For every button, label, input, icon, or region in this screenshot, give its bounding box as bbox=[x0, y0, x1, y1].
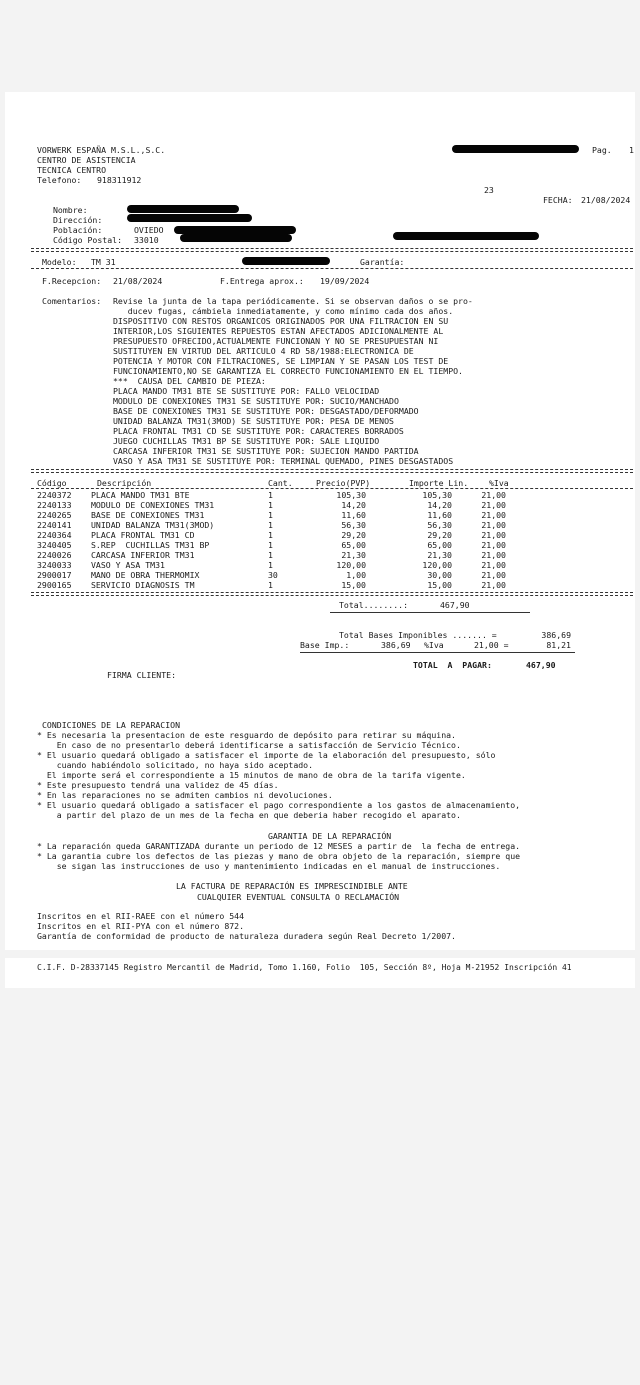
reception-label: F.Recepcion: bbox=[42, 276, 102, 286]
cell-price: 56,30 bbox=[341, 520, 366, 530]
registry-line: Inscritos en el RII-RAEE con el número 544 bbox=[37, 911, 245, 921]
registry-block bbox=[37, 911, 456, 941]
postal-code-label: Código Postal: bbox=[53, 235, 123, 245]
cell-vat: 21,00 bbox=[481, 570, 506, 580]
redaction bbox=[393, 232, 539, 240]
redaction bbox=[174, 226, 296, 234]
cell-quantity: 1 bbox=[268, 580, 273, 590]
comment-line: CARCASA INFERIOR TM31 SE SUSTITUYE POR: SUJECION MANDO PARTIDA bbox=[113, 446, 419, 456]
table-header bbox=[0, 478, 640, 488]
cell-description: PLACA FRONTAL TM31 CD bbox=[91, 530, 195, 540]
table-row bbox=[0, 520, 640, 530]
invoice-note-line: LA FACTURA DE REPARACIÓN ES IMPRESCINDIBLE ANTE bbox=[176, 881, 408, 891]
condition-line: * En las reparaciones no se admiten cambios ni devoluciones. bbox=[37, 790, 333, 800]
cell-quantity: 1 bbox=[268, 560, 273, 570]
vat-amount: 81,21 bbox=[546, 640, 571, 650]
table-row bbox=[0, 560, 640, 570]
cell-quantity: 1 bbox=[268, 520, 273, 530]
customer-name-label: Nombre: bbox=[53, 205, 88, 215]
cell-price: 120,00 bbox=[336, 560, 366, 570]
cell-price: 15,00 bbox=[341, 580, 366, 590]
cell-quantity: 1 bbox=[268, 550, 273, 560]
center-type: TECNICA CENTRO bbox=[37, 165, 107, 175]
signature-label: FIRMA CLIENTE: bbox=[107, 670, 177, 680]
table-row bbox=[0, 510, 640, 520]
condition-line: * Es necesaria la presentacion de este resguardo de depósito para retirar su máquina. bbox=[37, 730, 456, 740]
phone-value: 918311912 bbox=[97, 175, 142, 185]
total-to-pay-label: TOTAL A PAGAR: bbox=[413, 660, 492, 670]
cell-vat: 21,00 bbox=[481, 560, 506, 570]
table-row bbox=[0, 570, 640, 580]
cell-description: UNIDAD BALANZA TM31(3MOD) bbox=[91, 520, 215, 530]
cell-vat: 21,00 bbox=[481, 540, 506, 550]
cell-price: 105,30 bbox=[336, 490, 366, 500]
page-number: 1 bbox=[629, 145, 634, 155]
cell-code: 2240026 bbox=[37, 550, 72, 560]
total-value: 467,90 bbox=[440, 600, 470, 610]
divider bbox=[31, 595, 633, 596]
delivery-date: 19/09/2024 bbox=[320, 276, 370, 286]
comment-line: duceν fugas, cámbiela inmediatamente, y como mínimo cada dos años. bbox=[113, 306, 454, 316]
comments-block bbox=[113, 296, 473, 466]
total-label: Total........: bbox=[339, 600, 409, 610]
comment-line: MODULO DE CONEXIONES TM31 SE SUSTITUYE POR: SUCIO/MANCHADO bbox=[113, 396, 399, 406]
cell-price: 21,30 bbox=[341, 550, 366, 560]
cell-price: 14,20 bbox=[341, 500, 366, 510]
registry-line: Inscritos en el RII-PYA con el número 872. bbox=[37, 921, 245, 931]
delivery-label: F.Entrega aprox.: bbox=[220, 276, 304, 286]
redaction bbox=[127, 214, 252, 222]
vat-label: %Iva bbox=[424, 640, 444, 650]
cell-description: MODULO DE CONEXIONES TM31 bbox=[91, 500, 215, 510]
document-number: 23 bbox=[484, 185, 494, 195]
table-row bbox=[0, 540, 640, 550]
redaction bbox=[127, 205, 239, 213]
date-label: FECHA: bbox=[543, 195, 573, 205]
cell-code: 2240265 bbox=[37, 510, 72, 520]
divider bbox=[31, 268, 633, 269]
cell-quantity: 30 bbox=[268, 570, 278, 580]
company-name: VORWERK ESPAÑA M.S.L.,S.C. bbox=[37, 145, 166, 155]
divider bbox=[300, 652, 575, 653]
divider bbox=[31, 469, 633, 470]
warranty-line: * La garantia cubre los defectos de las piezas y mano de obra objeto de la reparación, siempre que bbox=[37, 851, 521, 861]
comment-line: INTERIOR,LOS SIGUIENTES REPUESTOS ESTAN AFECTADOS ADICIONALMENTE AL bbox=[113, 326, 444, 336]
postal-code: 33010 bbox=[134, 235, 159, 245]
base-imp-value: 386,69 bbox=[381, 640, 411, 650]
comment-line: FUNCIONAMIENTO,NO SE GARANTIZA EL CORRECTO FUNCIONAMIENTO EN EL TIEMPO. bbox=[113, 366, 463, 376]
col-header-quantity: Cant. bbox=[268, 478, 293, 488]
cell-description: CARCASA INFERIOR TM31 bbox=[91, 550, 195, 560]
bases-value: 386,69 bbox=[541, 630, 571, 640]
comment-line: *** CAUSA DEL CAMBIO DE PIEZA: bbox=[113, 376, 266, 386]
center-name: CENTRO DE ASISTENCIA bbox=[37, 155, 136, 165]
comment-line: VASO Y ASA TM31 SE SUSTITUYE POR: TERMINAL QUEMADO, PINES DESGASTADOS bbox=[113, 456, 454, 466]
conditions-block bbox=[37, 730, 520, 820]
warranty-line: se sigan las instrucciones de uso y mantenimiento indicadas en el manual de instrucciones. bbox=[37, 861, 501, 871]
cell-quantity: 1 bbox=[268, 490, 273, 500]
comment-line: DISPOSITIVO CON RESTOS ORGANICOS ORIGINADOS POR UNA FILTRACION EN SU bbox=[113, 316, 449, 326]
cell-description: VASO Y ASA TM31 bbox=[91, 560, 165, 570]
warranty-block bbox=[37, 841, 520, 871]
comment-line: PRESUPUESTO OFRECIDO,ACTUALMENTE FUNCIONAN Y NO SE PRESUPUESTAN NI bbox=[113, 336, 439, 346]
customer-address-label: Dirección: bbox=[53, 215, 103, 225]
invoice-note-line: CUALQUIER EVENTUAL CONSULTA O RECLAMACIÓN bbox=[197, 892, 400, 902]
cell-description: SERVICIO DIAGNOSIS TM bbox=[91, 580, 195, 590]
col-header-price: Precio(PVP) bbox=[316, 478, 371, 488]
phone-label: Telefono: bbox=[37, 175, 82, 185]
comment-line: JUEGO CUCHILLAS TM31 BP SE SUSTITUYE POR: SALE LIQUIDO bbox=[113, 436, 380, 446]
cell-price: 1,00 bbox=[346, 570, 366, 580]
page-label: Pag. bbox=[592, 145, 612, 155]
divider bbox=[31, 592, 633, 593]
cell-vat: 21,00 bbox=[481, 500, 506, 510]
cell-line-amount: 120,00 bbox=[422, 560, 452, 570]
model-label: Modelo: bbox=[42, 257, 77, 267]
cell-vat: 21,00 bbox=[481, 510, 506, 520]
cell-line-amount: 11,60 bbox=[427, 510, 452, 520]
bases-label: Total Bases Imponibles ....... = bbox=[339, 630, 497, 640]
comment-line: POTENCIA Y MOTOR CON FILTRACIONES, SE LIMPIAN Y SE PASAN LOS TEST DE bbox=[113, 356, 449, 366]
divider bbox=[31, 488, 633, 489]
comment-line: Revise la junta de la tapa periódicamente. Si se observan daños o se pro- bbox=[113, 296, 473, 306]
customer-town: OVIEDO bbox=[134, 225, 164, 235]
cell-line-amount: 14,20 bbox=[427, 500, 452, 510]
condition-line: * Este presupuesto tendrá una validez de 45 días. bbox=[37, 780, 279, 790]
cell-vat: 21,00 bbox=[481, 580, 506, 590]
condition-line: El importe será el correspondiente a 15 minutos de mano de obra de la tarifa vigente. bbox=[37, 770, 466, 780]
company-registry-footer: C.I.F. D-28337145 Registro Mercantil de Madrid, Tomo 1.160, Folio 105, Sección 8º, Hoja M-21952 Inscripción 41 bbox=[37, 963, 572, 972]
comment-line: PLACA MANDO TM31 BTE SE SUSTITUYE POR: FALLO VELOCIDAD bbox=[113, 386, 380, 396]
reception-date: 21/08/2024 bbox=[113, 276, 163, 286]
vat-rate: 21,00 = bbox=[474, 640, 509, 650]
redaction bbox=[452, 145, 579, 153]
col-header-code: Código bbox=[37, 478, 67, 488]
col-header-line-amount: Importe Lin. bbox=[409, 478, 469, 488]
table-row bbox=[0, 500, 640, 510]
cell-vat: 21,00 bbox=[481, 530, 506, 540]
cell-code: 2240133 bbox=[37, 500, 72, 510]
cell-quantity: 1 bbox=[268, 530, 273, 540]
divider bbox=[330, 612, 530, 613]
cell-line-amount: 15,00 bbox=[427, 580, 452, 590]
cell-description: PLACA MANDO TM31 BTE bbox=[91, 490, 190, 500]
redaction bbox=[180, 234, 292, 242]
comment-line: UNIDAD BALANZA TM31(3MOD) SE SUSTITUYE POR: PESA DE MENOS bbox=[113, 416, 394, 426]
cell-line-amount: 30,00 bbox=[427, 570, 452, 580]
condition-line: cuando habiéndolo solicitado, no haya sido aceptado. bbox=[37, 760, 314, 770]
table-row bbox=[0, 580, 640, 590]
redaction bbox=[242, 257, 330, 265]
warranty-line: * La reparación queda GARANTIZADA durante un periodo de 12 MESES a partir de la fecha de entrega. bbox=[37, 841, 521, 851]
cell-vat: 21,00 bbox=[481, 550, 506, 560]
cell-line-amount: 105,30 bbox=[422, 490, 452, 500]
total-to-pay-value: 467,90 bbox=[526, 660, 556, 670]
cell-price: 11,60 bbox=[341, 510, 366, 520]
cell-code: 2240372 bbox=[37, 490, 72, 500]
cell-code: 2240141 bbox=[37, 520, 72, 530]
col-header-description: Descripción bbox=[97, 478, 152, 488]
cell-description: BASE DE CONEXIONES TM31 bbox=[91, 510, 205, 520]
comment-line: SUSTITUYEN EN VIRTUD DEL ARTICULO 4 RD 58/1988:ELECTRONICA DE bbox=[113, 346, 414, 356]
condition-line: En caso de no presentarlo deberá identificarse a satisfacción de Servicio Técnico. bbox=[37, 740, 461, 750]
condition-line: * El usuario quedará obligado a satisfacer el importe de la elaboración del presupuesto, sólo bbox=[37, 750, 496, 760]
cell-vat: 21,00 bbox=[481, 490, 506, 500]
cell-quantity: 1 bbox=[268, 540, 273, 550]
cell-vat: 21,00 bbox=[481, 520, 506, 530]
cell-description: MANO DE OBRA THERMOMIX bbox=[91, 570, 200, 580]
condition-line: * El usuario quedará obligado a satisfacer el pago correspondiente a los gastos de almacenamiento, bbox=[37, 800, 521, 810]
divider bbox=[31, 248, 633, 249]
warranty-label: Garantía: bbox=[360, 257, 405, 267]
condition-line: a partir del plazo de un mes de la fecha en que deberia haber recogido el aparato. bbox=[37, 810, 461, 820]
customer-town-label: Población: bbox=[53, 225, 103, 235]
divider bbox=[31, 251, 633, 252]
table-row bbox=[0, 550, 640, 560]
comments-label: Comentarios: bbox=[42, 296, 102, 306]
cell-quantity: 1 bbox=[268, 510, 273, 520]
base-imp-label: Base Imp.: bbox=[300, 640, 350, 650]
cell-code: 3240405 bbox=[37, 540, 72, 550]
cell-code: 2900165 bbox=[37, 580, 72, 590]
table-row bbox=[0, 490, 640, 500]
cell-line-amount: 56,30 bbox=[427, 520, 452, 530]
divider bbox=[31, 472, 633, 473]
cell-code: 3240033 bbox=[37, 560, 72, 570]
cell-quantity: 1 bbox=[268, 500, 273, 510]
warranty-title: GARANTIA DE LA REPARACIÓN bbox=[268, 831, 392, 841]
cell-price: 29,20 bbox=[341, 530, 366, 540]
registry-line: Garantía de conformidad de producto de naturaleza duradera según Real Decreto 1/2007. bbox=[37, 931, 456, 941]
date-value: 21/08/2024 bbox=[581, 195, 631, 205]
comment-line: PLACA FRONTAL TM31 CD SE SUSTITUYE POR: CARACTERES BORRADOS bbox=[113, 426, 404, 436]
cell-line-amount: 29,20 bbox=[427, 530, 452, 540]
table-row bbox=[0, 530, 640, 540]
cell-line-amount: 65,00 bbox=[427, 540, 452, 550]
comment-line: BASE DE CONEXIONES TM31 SE SUSTITUYE POR: DESGASTADO/DEFORMADO bbox=[113, 406, 419, 416]
col-header-vat: %Iva bbox=[489, 478, 509, 488]
model-value: TM 31 bbox=[91, 257, 116, 267]
cell-code: 2900017 bbox=[37, 570, 72, 580]
cell-line-amount: 21,30 bbox=[427, 550, 452, 560]
cell-description: S.REP CUCHILLAS TM31 BP bbox=[91, 540, 210, 550]
items-table bbox=[0, 478, 640, 588]
conditions-title: CONDICIONES DE LA REPARACION bbox=[42, 720, 181, 730]
cell-code: 2240364 bbox=[37, 530, 72, 540]
cell-price: 65,00 bbox=[341, 540, 366, 550]
